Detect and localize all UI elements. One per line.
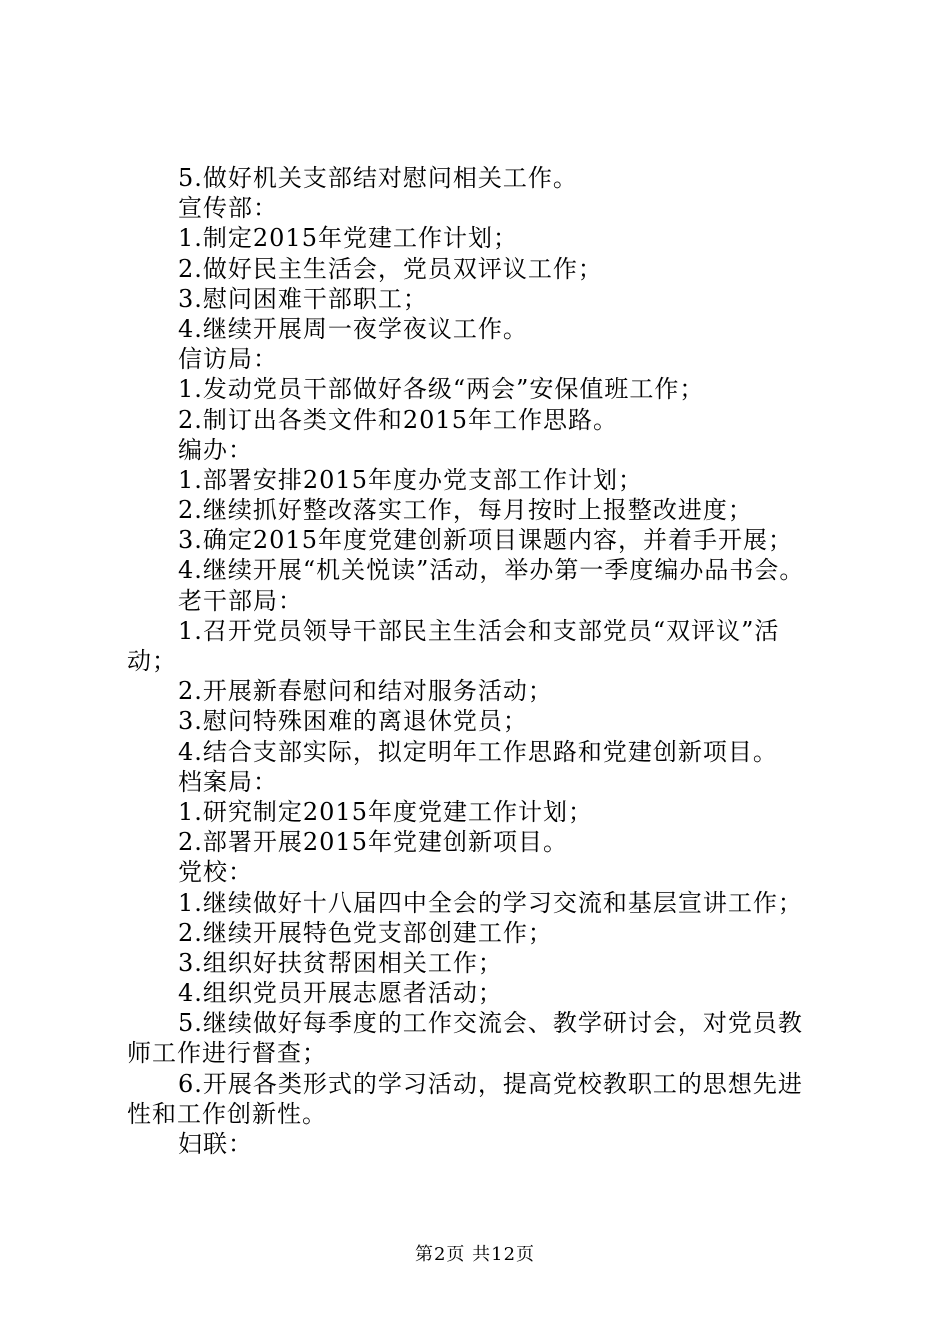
text-line: 妇联： (178, 1130, 253, 1158)
text-line: 5.继续做好每季度的工作交流会、教学研讨会，对党员教 (178, 1009, 803, 1038)
text-line: 2.开展新春慰问和结对服务活动； (178, 677, 553, 706)
text-line: 1.发动党员干部做好各级“两会”安保值班工作； (178, 375, 705, 404)
text-line: 4.组织党员开展志愿者活动； (178, 979, 503, 1008)
text-line-continuation: 性和工作创新性。 (127, 1099, 327, 1128)
text-line: 1.研究制定2015年度党建工作计划； (178, 797, 593, 826)
text-line: 宣传部： (178, 194, 278, 223)
text-line-continuation: 动； (127, 647, 177, 675)
text-line: 2.制订出各类文件和2015年工作思路。 (178, 405, 618, 434)
text-line: 2.做好民主生活会，党员双评议工作； (178, 254, 603, 283)
text-line: 2.继续开展特色党支部创建工作； (178, 918, 553, 947)
text-line: 1.召开党员领导干部民主生活会和支部党员“双评议”活 (178, 616, 780, 645)
text-line: 5.做好机关支部结对慰问相关工作。 (178, 164, 578, 192)
text-line: 6.开展各类形式的学习活动，提高党校教职工的思想先进 (178, 1069, 803, 1098)
text-line: 3.慰问困难干部职工； (178, 284, 428, 313)
text-line: 2.继续抓好整改落实工作，每月按时上报整改进度； (178, 496, 753, 525)
document-body (127, 163, 831, 1159)
text-line-continuation: 师工作进行督查； (127, 1039, 327, 1068)
text-line: 4.结合支部实际，拟定明年工作思路和党建创新项目。 (178, 737, 778, 766)
text-line: 信访局： (178, 345, 278, 374)
text-line: 1.制定2015年党建工作计划； (178, 224, 518, 253)
text-line: 编办： (178, 435, 253, 464)
text-line: 2.部署开展2015年党建创新项目。 (178, 828, 568, 857)
text-line: 3.确定2015年度党建创新项目课题内容，并着手开展； (178, 526, 793, 555)
text-line: 3.慰问特殊困难的离退休党员； (178, 707, 528, 736)
text-line: 党校： (178, 858, 253, 887)
text-line: 1.部署安排2015年度办党支部工作计划； (178, 465, 643, 494)
text-line: 档案局： (178, 767, 278, 796)
text-line: 老干部局： (178, 586, 303, 615)
text-line: 4.继续开展“机关悦读”活动，举办第一季度编办品书会。 (178, 556, 805, 585)
text-line: 1.继续做好十八届四中全会的学习交流和基层宣讲工作； (178, 888, 803, 917)
page-footer: 第2页 共12页 (414, 1244, 536, 1265)
text-line: 4.继续开展周一夜学夜议工作。 (178, 314, 528, 343)
text-line: 3.组织好扶贫帮困相关工作； (178, 948, 503, 977)
